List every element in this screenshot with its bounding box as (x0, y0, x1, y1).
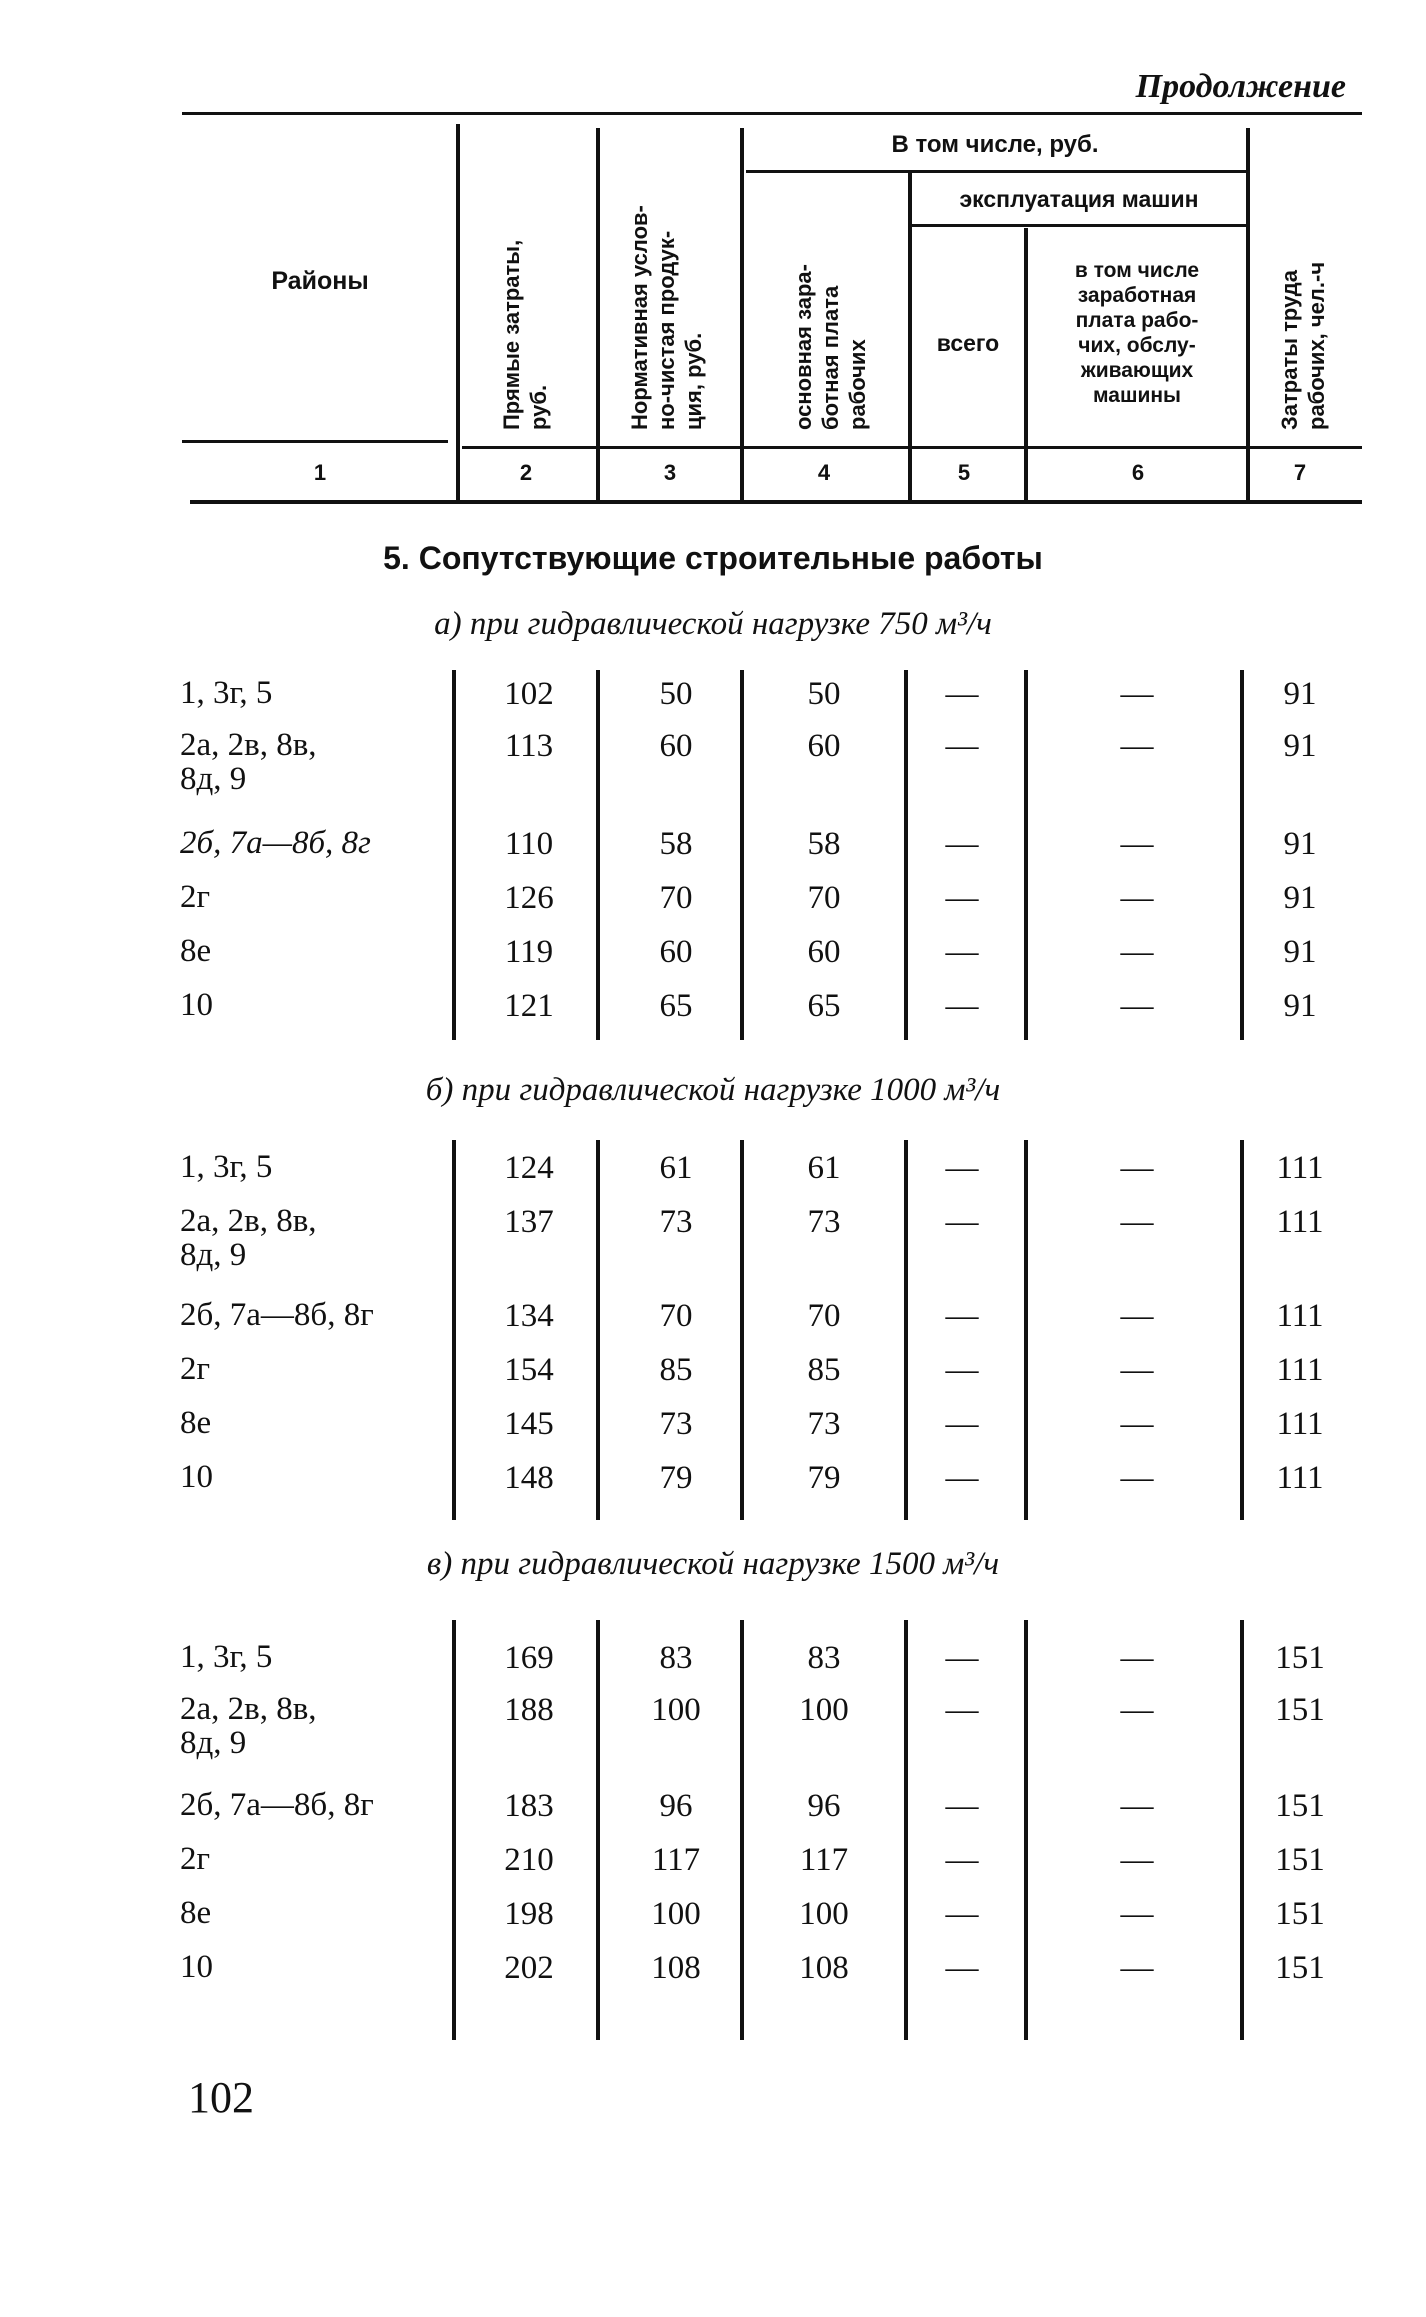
labor-costs-cell: 111 (1276, 1150, 1324, 1186)
labor-costs-cell: 151 (1275, 1692, 1325, 1728)
machine-wage-cell: — (1120, 1352, 1154, 1388)
net-product-cell: 58 (659, 826, 693, 862)
direct-costs-cell: 113 (504, 728, 554, 764)
base-wage-cell: 117 (799, 1842, 849, 1878)
subsection-title-b: б) при гидравлической нагрузке 1000 м³/ч (425, 1072, 1001, 1108)
machine-wage-cell: — (1120, 934, 1154, 970)
region-cell: 2г (180, 1351, 211, 1387)
direct-costs-cell: 110 (504, 826, 554, 862)
direct-costs-cell: 183 (504, 1788, 554, 1824)
column-numbers-rule (190, 500, 1362, 504)
direct-costs-cell: 121 (504, 988, 554, 1024)
machine-wage-cell: — (1120, 1896, 1154, 1932)
labor-costs-cell: 91 (1283, 934, 1317, 970)
machine-total-cell: — (945, 1150, 979, 1186)
direct-costs-cell: 124 (504, 1150, 554, 1186)
base-wage-cell: 83 (807, 1640, 841, 1676)
machine-wage-cell: — (1120, 1406, 1154, 1442)
labor-costs-cell: 91 (1283, 826, 1317, 862)
labor-costs-cell: 111 (1276, 1352, 1324, 1388)
direct-costs-cell: 202 (504, 1950, 554, 1986)
machine-total-cell: — (945, 676, 979, 712)
column-number-2: 2 (519, 460, 533, 485)
net-product-cell: 60 (659, 728, 693, 764)
labor-costs-cell: 91 (1283, 676, 1317, 712)
labor-costs-cell: 151 (1275, 1896, 1325, 1932)
labor-costs-cell: 151 (1275, 1640, 1325, 1676)
section-b-divider-4 (904, 1140, 908, 1520)
labor-costs-cell: 111 (1276, 1204, 1324, 1240)
direct-costs-cell: 210 (504, 1842, 554, 1878)
direct-costs-cell: 119 (504, 934, 554, 970)
region-cell: 8е (180, 1405, 212, 1441)
machine-total-cell: — (945, 1842, 979, 1878)
net-product-cell: 73 (659, 1406, 693, 1442)
section-a-divider-2 (596, 670, 600, 1040)
base-wage-cell: 108 (799, 1950, 849, 1986)
column-number-3: 3 (663, 460, 677, 485)
net-product-cell: 108 (651, 1950, 701, 1986)
net-product-cell: 85 (659, 1352, 693, 1388)
base-wage-cell: 73 (807, 1204, 841, 1240)
subsection-title-a: а) при гидравлической нагрузке 750 м³/ч (434, 606, 992, 642)
labor-costs-cell: 151 (1275, 1842, 1325, 1878)
machine-total-cell: — (945, 934, 979, 970)
labor-costs-cell: 151 (1275, 1950, 1325, 1986)
base-wage-cell: 58 (807, 826, 841, 862)
column-number-1: 1 (313, 460, 327, 485)
header-machine-wage: в том числе заработная плата рабо- чих, обслу- живающих машины (1074, 259, 1200, 407)
machine-wage-cell: — (1120, 988, 1154, 1024)
machine-wage-cell: — (1120, 1692, 1154, 1728)
machine-wage-cell: — (1120, 1150, 1154, 1186)
net-product-cell: 70 (659, 880, 693, 916)
machine-total-cell: — (945, 1692, 979, 1728)
machine-total-cell: — (945, 1460, 979, 1496)
direct-costs-cell: 137 (504, 1204, 554, 1240)
header-divider-2 (596, 128, 600, 504)
column-number-6: 6 (1131, 460, 1145, 485)
labor-costs-cell: 91 (1283, 728, 1317, 764)
header-divider-1 (456, 124, 460, 504)
column-number-7: 7 (1293, 460, 1307, 485)
header-machine-operation: эксплуатация машин (959, 186, 1199, 212)
header-bottom-rule-a (182, 440, 448, 443)
base-wage-cell: 70 (807, 880, 841, 916)
subgroup-rule (912, 224, 1246, 227)
base-wage-cell: 60 (807, 728, 841, 764)
region-cell: 10 (180, 1459, 213, 1495)
header-net-product: Нормативная услов- но-чистая продук- ция, руб. (627, 205, 706, 430)
net-product-cell: 100 (651, 1692, 701, 1728)
net-product-cell: 117 (651, 1842, 701, 1878)
machine-wage-cell: — (1120, 1460, 1154, 1496)
machine-total-cell: — (945, 1896, 979, 1932)
section-b-divider-6 (1240, 1140, 1244, 1520)
base-wage-cell: 100 (799, 1692, 849, 1728)
machine-total-cell: — (945, 1640, 979, 1676)
machine-wage-cell: — (1120, 1298, 1154, 1334)
column-number-5: 5 (957, 460, 971, 485)
net-product-cell: 100 (651, 1896, 701, 1932)
continuation-label: Продолжение (1135, 68, 1346, 105)
region-cell: 10 (180, 987, 213, 1023)
machine-wage-cell: — (1120, 676, 1154, 712)
labor-costs-cell: 91 (1283, 880, 1317, 916)
section-b-divider-2 (596, 1140, 600, 1520)
region-cell: 2а, 2в, 8в, 8д, 9 (180, 1691, 317, 1761)
region-cell: 8е (180, 1895, 212, 1931)
section-b-divider-1 (452, 1140, 456, 1520)
base-wage-cell: 85 (807, 1352, 841, 1388)
header-direct-costs: Прямые затраты, руб. (499, 239, 551, 430)
header-divider-3 (740, 128, 744, 504)
base-wage-cell: 70 (807, 1298, 841, 1334)
region-cell: 2б, 7а—8б, 8г (180, 1297, 374, 1333)
labor-costs-cell: 91 (1283, 988, 1317, 1024)
machine-wage-cell: — (1120, 1788, 1154, 1824)
header-including: В том числе, руб. (891, 131, 1099, 158)
region-cell: 8е (180, 933, 212, 969)
net-product-cell: 65 (659, 988, 693, 1024)
section-c-divider-4 (904, 1620, 908, 2040)
region-cell: 2а, 2в, 8в, 8д, 9 (180, 1203, 317, 1273)
header-top-rule (182, 112, 1362, 115)
section-b-divider-5 (1024, 1140, 1028, 1520)
section-c-divider-1 (452, 1620, 456, 2040)
section-c-divider-5 (1024, 1620, 1028, 2040)
net-product-cell: 60 (659, 934, 693, 970)
direct-costs-cell: 126 (504, 880, 554, 916)
machine-total-cell: — (945, 826, 979, 862)
net-product-cell: 83 (659, 1640, 693, 1676)
direct-costs-cell: 102 (504, 676, 554, 712)
base-wage-cell: 79 (807, 1460, 841, 1496)
section-c-divider-2 (596, 1620, 600, 2040)
header-divider-6 (1246, 128, 1250, 504)
net-product-cell: 79 (659, 1460, 693, 1496)
base-wage-cell: 96 (807, 1788, 841, 1824)
subsection-title-c: в) при гидравлической нагрузке 1500 м³/ч (426, 1546, 1000, 1582)
header-base-wage: основная зара- ботная плата рабочих (791, 264, 870, 430)
direct-costs-cell: 134 (504, 1298, 554, 1334)
base-wage-cell: 60 (807, 934, 841, 970)
labor-costs-cell: 151 (1275, 1788, 1325, 1824)
section-a-divider-4 (904, 670, 908, 1040)
direct-costs-cell: 154 (504, 1352, 554, 1388)
region-cell: 2а, 2в, 8в, 8д, 9 (180, 727, 317, 797)
direct-costs-cell: 148 (504, 1460, 554, 1496)
section-b-divider-3 (740, 1140, 744, 1520)
header-total: всего (936, 330, 1000, 356)
machine-wage-cell: — (1120, 826, 1154, 862)
header-divider-5 (1024, 228, 1028, 504)
direct-costs-cell: 198 (504, 1896, 554, 1932)
machine-wage-cell: — (1120, 728, 1154, 764)
machine-total-cell: — (945, 1406, 979, 1442)
direct-costs-cell: 145 (504, 1406, 554, 1442)
section-c-divider-6 (1240, 1620, 1244, 2040)
machine-total-cell: — (945, 880, 979, 916)
machine-wage-cell: — (1120, 1640, 1154, 1676)
section-c-divider-3 (740, 1620, 744, 2040)
section-a-divider-1 (452, 670, 456, 1040)
direct-costs-cell: 188 (504, 1692, 554, 1728)
machine-total-cell: — (945, 988, 979, 1024)
region-cell: 2г (180, 879, 211, 915)
machine-wage-cell: — (1120, 1842, 1154, 1878)
machine-wage-cell: — (1120, 1950, 1154, 1986)
section-title: 5. Сопутствующие строительные работы (383, 540, 1043, 576)
region-cell: 1, 3г, 5 (180, 1149, 273, 1185)
base-wage-cell: 61 (807, 1150, 841, 1186)
region-cell: 1, 3г, 5 (180, 1639, 273, 1675)
page-number: 102 (188, 2073, 254, 2122)
column-number-4: 4 (817, 460, 831, 485)
labor-costs-cell: 111 (1276, 1298, 1324, 1334)
net-product-cell: 50 (659, 676, 693, 712)
net-product-cell: 96 (659, 1788, 693, 1824)
machine-total-cell: — (945, 1788, 979, 1824)
net-product-cell: 70 (659, 1298, 693, 1334)
net-product-cell: 61 (659, 1150, 693, 1186)
region-cell: 2г (180, 1841, 211, 1877)
region-cell: 2б, 7а—8б, 8г (180, 1787, 374, 1823)
group-rule (746, 170, 1246, 173)
net-product-cell: 73 (659, 1204, 693, 1240)
direct-costs-cell: 169 (504, 1640, 554, 1676)
base-wage-cell: 73 (807, 1406, 841, 1442)
section-a-divider-5 (1024, 670, 1028, 1040)
header-labor-costs: Затраты труда рабочих, чел.-ч (1277, 261, 1329, 430)
machine-total-cell: — (945, 1204, 979, 1240)
labor-costs-cell: 111 (1276, 1406, 1324, 1442)
machine-total-cell: — (945, 1298, 979, 1334)
region-cell: 10 (180, 1949, 213, 1985)
machine-wage-cell: — (1120, 880, 1154, 916)
base-wage-cell: 65 (807, 988, 841, 1024)
section-a-divider-3 (740, 670, 744, 1040)
section-a-divider-6 (1240, 670, 1244, 1040)
header-regions: Районы (271, 267, 369, 295)
machine-total-cell: — (945, 728, 979, 764)
region-cell: 2б, 7а—8б, 8г (180, 825, 371, 861)
base-wage-cell: 100 (799, 1896, 849, 1932)
machine-wage-cell: — (1120, 1204, 1154, 1240)
region-cell: 1, 3г, 5 (180, 675, 273, 711)
machine-total-cell: — (945, 1352, 979, 1388)
machine-total-cell: — (945, 1950, 979, 1986)
base-wage-cell: 50 (807, 676, 841, 712)
labor-costs-cell: 111 (1276, 1460, 1324, 1496)
